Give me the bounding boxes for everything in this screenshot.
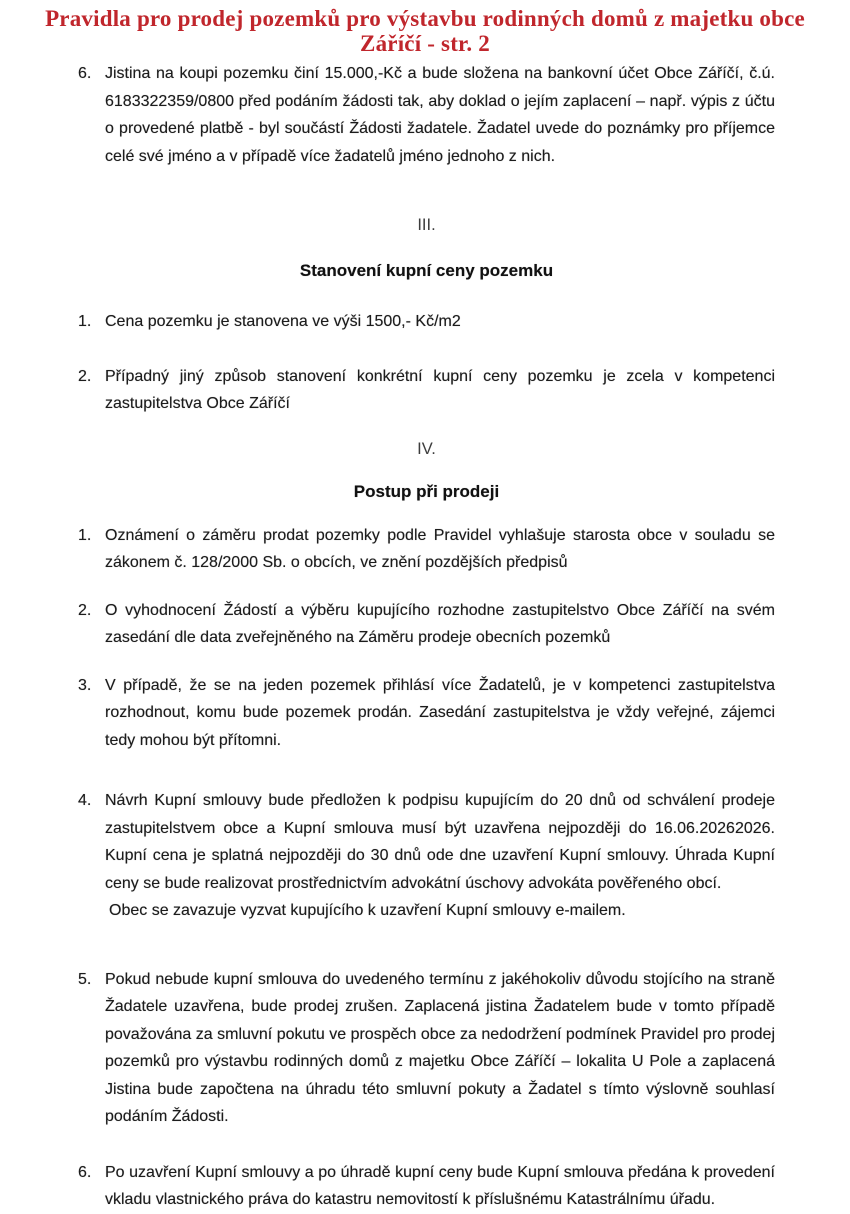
document-title-line-1: Pravidla pro prodej pozemků pro výstavbu rodinných domů z majetku obce [45, 6, 805, 31]
item-number: 6. [78, 65, 92, 82]
list-item [78, 966, 775, 1131]
list-item [78, 60, 775, 170]
item-number: 2. [78, 601, 92, 619]
item-text-block [105, 308, 775, 336]
item-text-block [105, 60, 775, 170]
item-text-block [105, 787, 775, 925]
item-text-block [105, 597, 775, 652]
item-text: Jistina na koupi pozemku činí 15.000,-Kč a bude složena na bankovní účet Obce Záříčí, č.ú. 6183322359/0800 před podáním žádosti tak, aby doklad o jejím zaplacení – např. výpis z účtu o provedené platbě - byl součástí Žádosti žadatele. Žadatel uvede do poznámky pro příjemce celé své jméno a v případě více žadatelů jméno jednoho z nich. [105, 65, 775, 165]
document-title-line-2: Záříčí - str. 2 [360, 31, 490, 56]
section-heading-iv: Postup při prodeji [353, 481, 500, 501]
item-text-block [105, 966, 775, 1131]
item-number: 2. [78, 367, 92, 385]
list-item [78, 787, 775, 925]
item-text: V případě, že se na jeden pozemek přihlásí více Žadatelů, je v kompetenci zastupitelstva rozhodnout, komu bude pozemek prodán. Zasedání zastupitelstva je vždy veřejné, zájemci tedy mohou být přítomni. [105, 676, 775, 749]
section-numeral-iii: III. [417, 216, 436, 234]
list-item [78, 522, 775, 577]
item-text-block [105, 1159, 775, 1214]
list-item [78, 308, 775, 336]
list-item [78, 597, 775, 652]
section-heading-iii: Stanovení kupní ceny pozemku [299, 261, 554, 280]
item-text: Pokud nebude kupní smlouva do uvedeného termínu z jakéhokoliv důvodu stojícího na straně Žadatele uzavřena, bude prodej zrušen. Zaplacená jistina Žadatelem bude v tomto případě považována za smluvní pokutu ve prospěch obce za nedodržení podmínek Pravidel pro prodej pozemků pro výstavbu rodinných domů z majetku Obce Záříčí – lokalita U Pole a zaplacená Jistina bude započtena na úhradu této smluvní pokuty a Žadatel s tímto výslovně souhlasí podáním Žádosti. [105, 970, 775, 1125]
item-number: 4. [78, 792, 92, 809]
item-number: 6. [78, 1163, 92, 1181]
item-text: Oznámení o záměru prodat pozemky podle Pravidel vyhlašuje starosta obce v souladu se zákonem č. 128/2000 Sb. o obcích, ve znění pozdějších předpisů [105, 526, 775, 571]
document-title [14, 6, 836, 56]
section-numeral-iv: IV. [417, 439, 436, 458]
item-note-text: Obec se zavazuje vyzvat kupujícího k uzavření Kupní smlouvy e-mailem. [109, 902, 626, 919]
item-text: O vyhodnocení Žádostí a výběru kupujícího rozhodne zastupitelstvo Obce Záříčí na svém zasedání dle data zveřejněného na Záměru prodeje obecních pozemků [105, 601, 775, 646]
item-text-block [105, 363, 775, 418]
list-item [78, 363, 775, 418]
item-number: 1. [78, 313, 92, 330]
item-text: Cena pozemku je stanovena ve výši 1500,- Kč/m2 [105, 313, 461, 330]
item-number: 3. [78, 676, 92, 694]
item-text-block [105, 522, 775, 577]
list-item [78, 672, 775, 755]
list-item [78, 1159, 775, 1214]
item-number: 5. [78, 970, 92, 988]
item-text: Návrh Kupní smlouvy bude předložen k podpisu kupujícím do 20 dnů od schválení prodeje zastupitelstvem obce a Kupní smlouva musí být uzavřena nejpozději do 16.06.20262026. Kupní cena je splatná nejpozději do 30 dnů ode dne uzavření Kupní smlouvy. Úhrada Kupní ceny se bude realizovat prostřednictvím advokátní úschovy advokáta pověřeného obcí. [105, 792, 775, 892]
item-text: Případný jiný způsob stanovení konkrétní kupní ceny pozemku je zcela v kompetenci zastupitelstva Obce Záříčí [105, 367, 775, 412]
item-number: 1. [78, 526, 92, 544]
document-body [0, 60, 850, 1214]
item-text: Po uzavření Kupní smlouvy a po úhradě kupní ceny bude Kupní smlouva předána k provedení vkladu vlastnického práva do katastru nemovitostí k příslušnému Katastrálnímu úřadu. [105, 1163, 775, 1208]
item-text-block [105, 672, 775, 755]
